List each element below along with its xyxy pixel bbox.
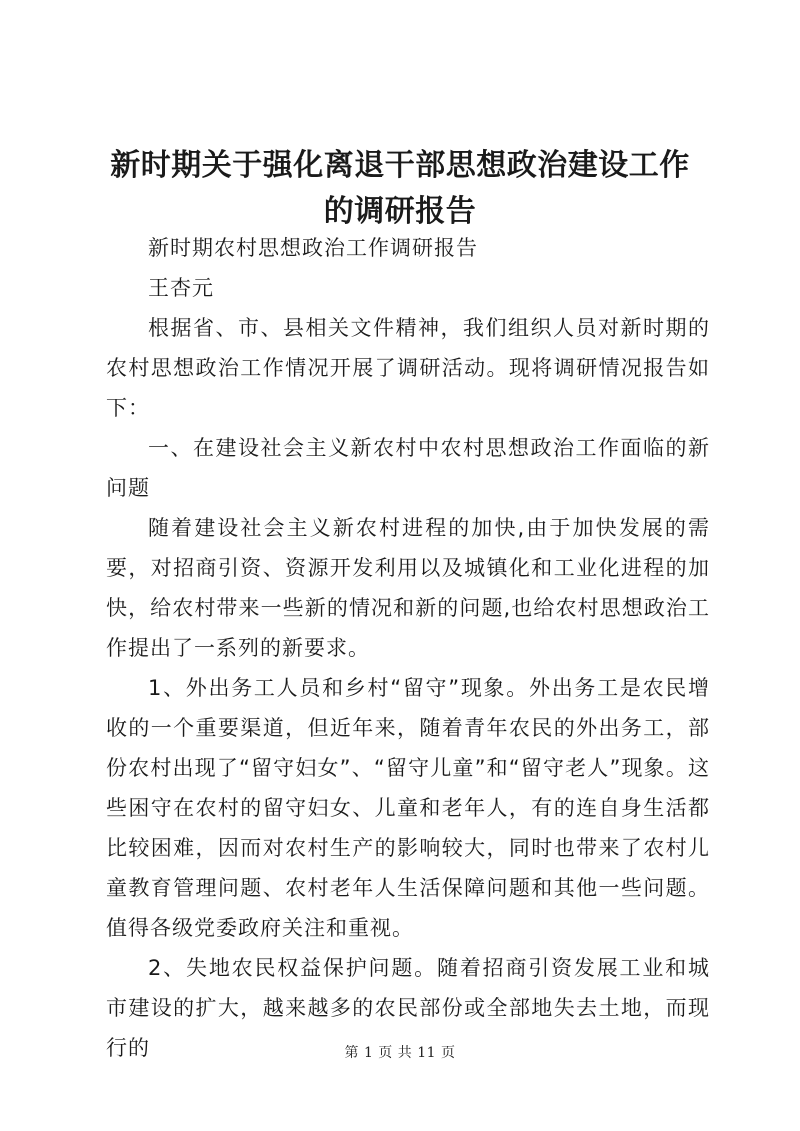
author-paragraph: 王杏元	[148, 276, 214, 300]
body-paragraph: 随着建设社会主义新农村进程的加快,由于加快发展的需要，对招商引资、资源开发利用以及城镇化和工业化进程的加快，给农村带来一些新的情况和新的问题,也给农村思想政治工作提出了一系列的新要求。	[106, 516, 710, 660]
page-number-footer: 第 1 页 共 11 页	[344, 1045, 456, 1061]
document-title: 新时期关于强化离退干部思想政治建设工作的调研报告	[110, 148, 690, 229]
body-paragraph: 1、外出务工人员和乡村“留守”现象。外出务工是农民增收的一个重要渠道，但近年来，随着青年农民的外出务工，部份农村出现了“留守妇女”、“留守儿童”和“留守老人”现象。这些困守在农村的留守妇女、儿童和老年人，有的连自身生活都比较困难，因而对农村生产的影响较大，同时也带来了农村儿童教育管理问题、农村老年人生活保障问题和其他一些问题。值得各级党委政府关注和重视。	[106, 676, 710, 940]
section-heading: 一、在建设社会主义新农村中农村思想政治工作面临的新问题	[106, 436, 710, 500]
subtitle-paragraph: 新时期农村思想政治工作调研报告	[148, 236, 478, 260]
intro-paragraph: 根据省、市、县相关文件精神，我们组织人员对新时期的农村思想政治工作情况开展了调研活动。现将调研情况报告如下：	[106, 316, 710, 420]
body-paragraph: 2、失地农民权益保护问题。随着招商引资发展工业和城市建设的扩大，越来越多的农民部份或全部地失去土地，而现行的	[106, 956, 710, 1060]
document-body	[106, 228, 710, 1068]
